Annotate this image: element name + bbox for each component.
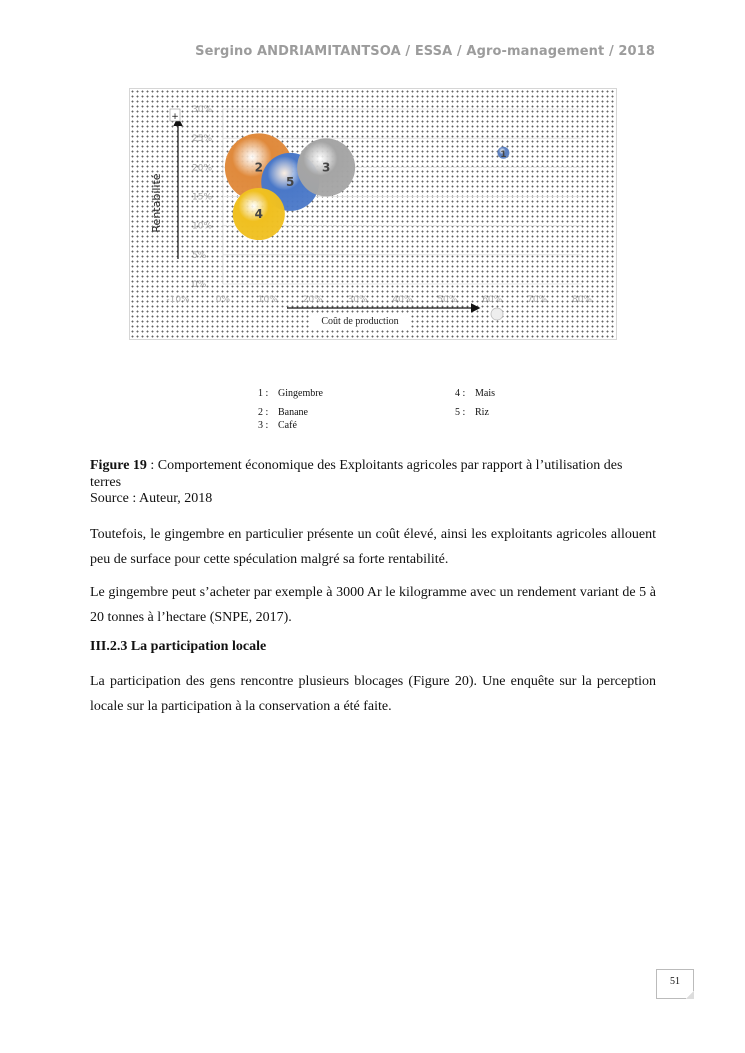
minus-marker: [491, 308, 503, 320]
page-number: 51: [656, 969, 694, 999]
figure-source: Source : Auteur, 2018: [90, 491, 213, 506]
x-axis-label: Coût de production: [321, 316, 399, 327]
x-tick-label: 80%: [571, 295, 593, 305]
legend-item: 2 : Banane: [258, 407, 308, 418]
y-tick-label: 15%: [192, 192, 213, 203]
running-header: Sergino ANDRIAMITANTSOA / ESSA / Agro-management / 2018: [195, 44, 655, 59]
x-tick-label: -10%: [166, 295, 190, 305]
y-tick-label: 20%: [192, 163, 213, 174]
x-tick-label: 70%: [527, 295, 548, 305]
bubble-label: 3: [321, 160, 331, 175]
y-tick-label: 25%: [192, 134, 213, 145]
legend-item: 3 : Café: [258, 420, 297, 431]
x-tick-label: 10%: [257, 295, 278, 305]
bubble-label: 2: [254, 160, 263, 175]
y-tick-label: 5%: [192, 250, 207, 261]
y-tick-label: 10%: [192, 221, 213, 232]
paragraph: Toutefois, le gingembre en particulier présente un coût élevé, ainsi les exploitants agricoles allouent peu de surface pour cette spéculation malgré sa forte rentabilité.: [90, 527, 656, 567]
figure-label: Figure 19: [90, 458, 147, 473]
x-tick-label: 50%: [437, 295, 458, 305]
x-tick-label: 20%: [302, 295, 323, 305]
y-axis-label: Rentabilité: [150, 173, 163, 233]
bubble-label: 1: [500, 149, 507, 160]
figure-title: : Comportement économique des Exploitants agricoles par rapport à l’utilisation des terres: [90, 458, 623, 490]
x-tick-label: 30%: [347, 295, 368, 305]
bubble-label: 5: [286, 174, 295, 189]
paragraph: La participation des gens rencontre plusieurs blocages (Figure 20). Une enquête sur la perception locale sur la participation à la conservation a été faite.: [90, 674, 656, 714]
x-tick-label: 60%: [482, 295, 503, 305]
x-tick-label: 0%: [215, 295, 231, 305]
chart-svg: [130, 89, 616, 339]
plus-marker: +: [171, 112, 179, 122]
bubble-chart: [129, 88, 617, 340]
legend-item: 1 : Gingembre: [258, 388, 323, 399]
x-tick-label: 40%: [392, 295, 413, 305]
legend-item: 4 : Mais: [455, 388, 495, 399]
y-tick-label: 0%: [192, 280, 207, 290]
bubble-label: 4: [254, 207, 263, 221]
paragraph: Le gingembre peut s’acheter par exemple à 3000 Ar le kilogramme avec un rendement variant de 5 à 20 tonnes à l’hectare (SNPE, 2017).: [90, 585, 656, 625]
y-tick-label: 30%: [192, 105, 213, 115]
section-heading: III.2.3 La participation locale: [90, 639, 267, 654]
figure-caption: [90, 457, 650, 491]
legend-item: 5 : Riz: [455, 407, 489, 418]
